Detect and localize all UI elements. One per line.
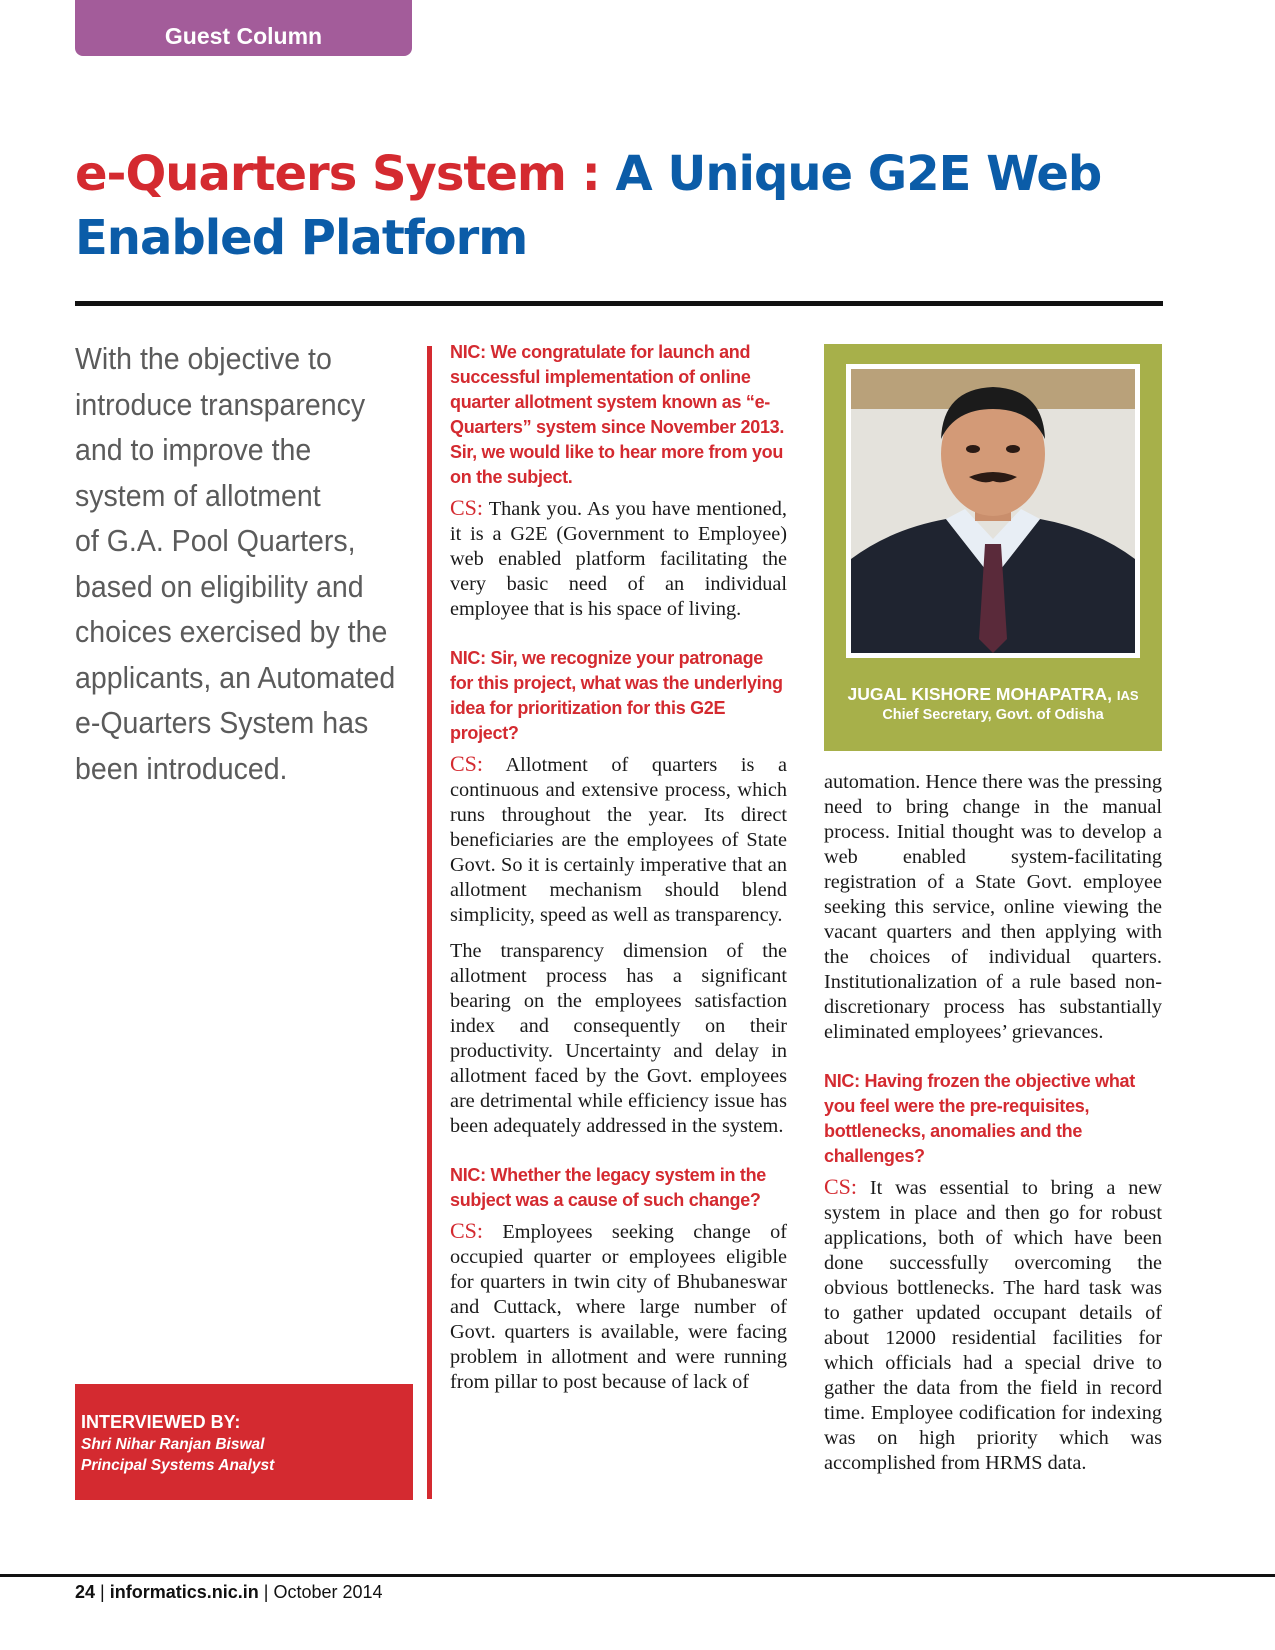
intro-line: applicants, an Automated bbox=[75, 659, 396, 695]
question: NIC: Sir, we recognize your patronage for this project, what was the underlying idea for prioritization for this G2E project? bbox=[450, 648, 783, 743]
portrait-name-text: JUGAL KISHORE MOHAPATRA, bbox=[847, 684, 1112, 704]
question: NIC: Having frozen the objective what you feel were the pre-requisites, bottlenecks, anomalies and the challenges? bbox=[824, 1071, 1135, 1166]
intro-line: system of allotment bbox=[75, 477, 321, 513]
intro-text bbox=[75, 336, 410, 791]
answer-text: Allotment of quarters is a continuous and extensive process, which runs throughout the year. Its direct beneficiaries are the employees of State Govt. So it is certainly imperative that an allotment mechanism should blend simplicity, speed as well as transparency. bbox=[450, 754, 787, 926]
answer bbox=[824, 1174, 1162, 1476]
section-tab-label: Guest Column bbox=[164, 23, 323, 49]
footer-separator: | bbox=[100, 1582, 105, 1602]
answer-text: It was essential to bring a new system in place and then go for robust applications, both of which have been done successfully overcoming the obvious bottlenecks. The hard task was to gather updated occupant details of about 12000 residential facilities for which officials had a special drive to gather the data from the field in record time. Employee codification for indexing was on high priority which was accomplished from HRMS data. bbox=[824, 1177, 1162, 1474]
portrait-title: Chief Secretary, Govt. of Odisha bbox=[882, 707, 1104, 723]
portrait-suffix: IAS bbox=[1116, 688, 1139, 703]
intro-line: of G.A. Pool Quarters, bbox=[75, 523, 356, 558]
answer-paragraph: The transparency dimension of the allotment process has a significant bearing on the employees satisfaction index and consequently on their productivity. Uncertainty and delay in allotment faced by the Govt. employees are detrimental while efficiency issue has been adequately addressed in the system. bbox=[450, 940, 787, 1137]
question: NIC: Whether the legacy system in the subject was a cause of such change? bbox=[450, 1165, 766, 1210]
cs-label: CS: bbox=[824, 1174, 858, 1199]
portrait-frame bbox=[846, 364, 1140, 658]
column-accent-bar bbox=[427, 346, 432, 1499]
interviewer-role: Principal Systems Analyst bbox=[81, 1457, 275, 1474]
section-tab bbox=[75, 0, 412, 56]
interview-column-1 bbox=[450, 340, 787, 1395]
portrait-name bbox=[824, 684, 1162, 705]
answer bbox=[450, 1218, 787, 1395]
cs-label: CS: bbox=[450, 1218, 484, 1243]
title-red-part: e-Quarters System : bbox=[75, 146, 600, 202]
intro-line: choices exercised by the bbox=[75, 614, 388, 649]
portrait-box bbox=[824, 344, 1162, 751]
intro-line: introduce transparency bbox=[75, 386, 366, 422]
question: NIC: We congratulate for launch and successful implementation of online quarter allotment system known as “e-Quarters” system since November 2013. Sir, we would like to hear more from you on the subject. bbox=[450, 342, 785, 487]
portrait-photo bbox=[851, 369, 1135, 653]
footer-separator: | bbox=[263, 1582, 269, 1602]
answer bbox=[450, 495, 787, 622]
cs-label: CS: bbox=[450, 495, 484, 520]
answer-continuation: automation. Hence there was the pressing need to bring change in the manual process. Initial thought was to develop a web enabled system-facilitating registration of a State Govt. employee seeking this service, online viewing the vacant quarters and then applying with the choices of individual quarters. Institutionalization of a rule based non-discretionary process has substantially eliminated employees’ grievances. bbox=[824, 771, 1162, 1043]
interviewer-name: Shri Nihar Ranjan Biswal bbox=[81, 1436, 265, 1453]
intro-line: e-Quarters System has bbox=[75, 705, 369, 740]
answer bbox=[450, 751, 787, 928]
footer-site: informatics.nic.in bbox=[109, 1582, 259, 1602]
intro-line: based on eligibility and bbox=[75, 568, 364, 604]
interview-column-2 bbox=[824, 770, 1162, 1476]
cs-label: CS: bbox=[450, 751, 484, 776]
title-blue-part-2: Enabled Platform bbox=[75, 210, 528, 266]
answer-text: Thank you. As you have mentioned, it is a G2E (Government to Employee) web enabled platform facilitating the very basic need of an individual employee that is his space of living. bbox=[450, 498, 787, 620]
intro-line: been introduced. bbox=[75, 750, 288, 786]
intro-line: With the objective to bbox=[75, 341, 332, 376]
answer-text: Employees seeking change of occupied quarter or employees eligible for quarters in twin city of Bhubaneswar and Cuttack, where large number of Govt. quarters is available, were facing problem in allotment and were running from pillar to post because of lack of bbox=[450, 1221, 787, 1393]
page-number: 24 bbox=[75, 1582, 96, 1602]
footer-date: October 2014 bbox=[273, 1582, 383, 1602]
intro-line: and to improve the bbox=[75, 432, 312, 467]
title-blue-part-1: A Unique G2E Web bbox=[615, 146, 1102, 202]
footer-divider bbox=[0, 1574, 1275, 1577]
article-title bbox=[75, 142, 1175, 270]
interviewer-box bbox=[75, 1384, 413, 1500]
interviewer-heading: INTERVIEWED BY: bbox=[81, 1412, 241, 1432]
portrait-illustration bbox=[851, 369, 1135, 653]
page-footer bbox=[75, 1580, 383, 1604]
title-divider bbox=[75, 301, 1163, 306]
